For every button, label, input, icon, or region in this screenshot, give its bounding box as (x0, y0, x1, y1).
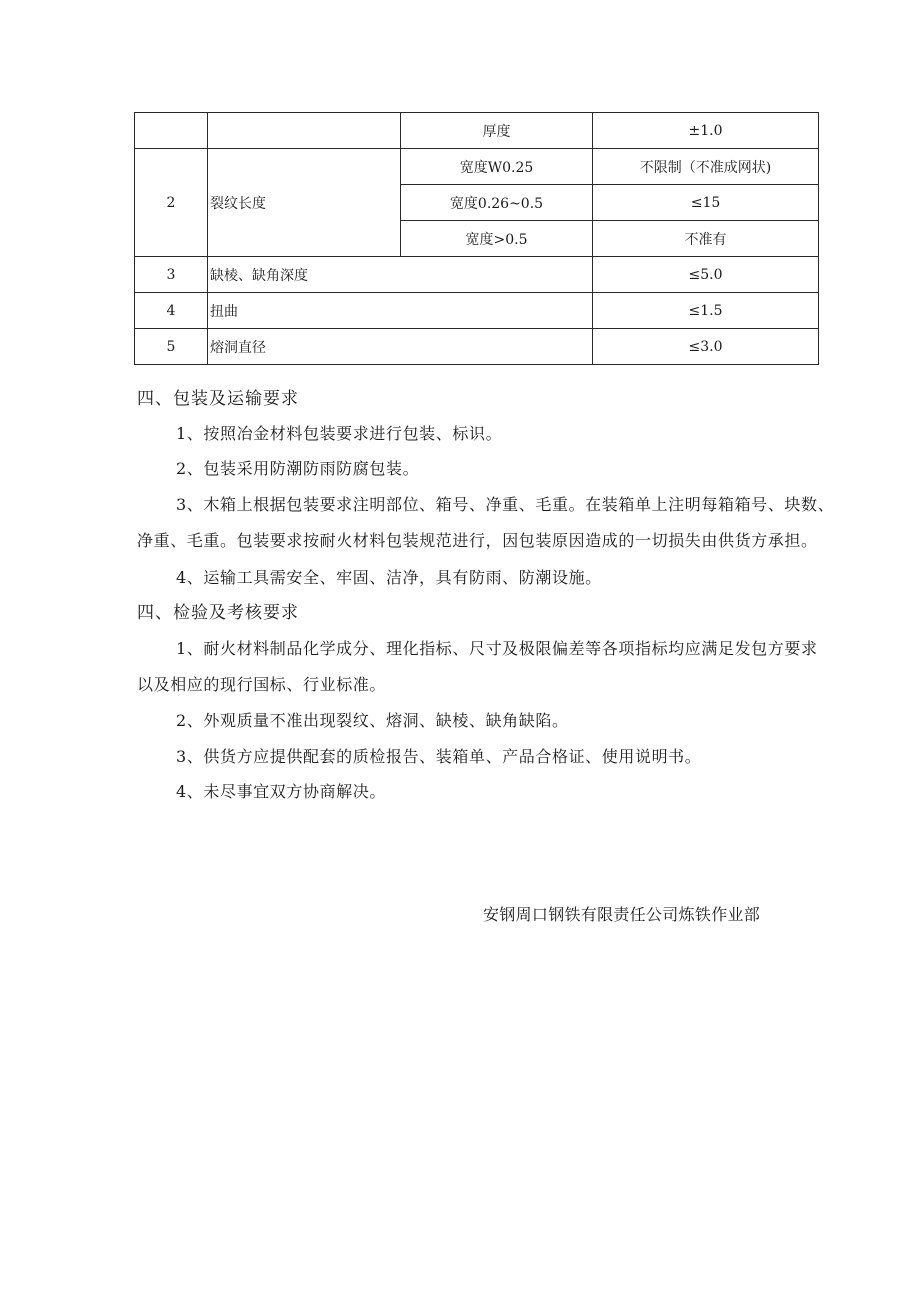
value-cell: ≤5.0 (593, 257, 819, 293)
table-row (135, 329, 819, 365)
item-cell: 扭曲 (208, 293, 593, 329)
table-row (135, 113, 819, 149)
condition-cell: 宽度W0.25 (401, 149, 593, 185)
table-row (135, 293, 819, 329)
condition-cell: 宽度>0.5 (401, 221, 593, 257)
value-cell: ±1.0 (593, 113, 819, 149)
item-cell: 熔洞直径 (208, 329, 593, 365)
item-cell: 缺棱、缺角深度 (208, 257, 593, 293)
inspection-item: 2、外观质量不准出现裂纹、熔洞、缺棱、缺角缺陷。 (176, 711, 569, 730)
packaging-item-continuation: 净重、毛重。包装要求按耐火材料包装规范进行，因包装原因造成的一切损失由供货方承担。 (137, 531, 818, 550)
issuer-signature: 安钢周口钢铁有限责任公司炼铁作业部 (483, 905, 761, 924)
inspection-heading: 四、检验及考核要求 (137, 603, 299, 623)
table-row (135, 257, 819, 293)
item-cell: 裂纹长度 (208, 149, 401, 257)
condition-cell: 宽度0.26~0.5 (401, 185, 593, 221)
defect-tolerance-table (134, 112, 819, 365)
item-cell (208, 113, 401, 149)
packaging-item: 3、木箱上根据包装要求注明部位、箱号、净重、毛重。在装箱单上注明每箱箱号、块数、 (176, 495, 835, 514)
packaging-item: 1、按照冶金材料包装要求进行包装、标识。 (176, 424, 503, 443)
value-cell: ≤3.0 (593, 329, 819, 365)
inspection-item: 4、未尽事宜双方协商解决。 (176, 782, 386, 801)
packaging-heading: 四、包装及运输要求 (137, 389, 299, 409)
inspection-item: 3、供货方应提供配套的质检报告、装箱单、产品合格证、使用说明书。 (176, 747, 702, 766)
value-cell: 不限制（不准成网状) (593, 149, 819, 185)
condition-cell: 厚度 (401, 113, 593, 149)
table-row (135, 149, 819, 185)
row-number-cell (135, 113, 208, 149)
inspection-item-continuation: 以及相应的现行国标、行业标准。 (137, 675, 387, 694)
row-number-cell: 5 (135, 329, 208, 365)
packaging-item: 4、运输工具需安全、牢固、洁净，具有防雨、防潮设施。 (176, 568, 602, 587)
value-cell: ≤15 (593, 185, 819, 221)
row-number-cell: 3 (135, 257, 208, 293)
value-cell: ≤1.5 (593, 293, 819, 329)
inspection-item: 1、耐火材料制品化学成分、理化指标、尺寸及极限偏差等各项指标均应满足发包方要求 (176, 639, 818, 658)
row-number-cell: 2 (135, 149, 208, 257)
row-number-cell: 4 (135, 293, 208, 329)
value-cell: 不准有 (593, 221, 819, 257)
packaging-item: 2、包装采用防潮防雨防腐包装。 (176, 459, 420, 478)
